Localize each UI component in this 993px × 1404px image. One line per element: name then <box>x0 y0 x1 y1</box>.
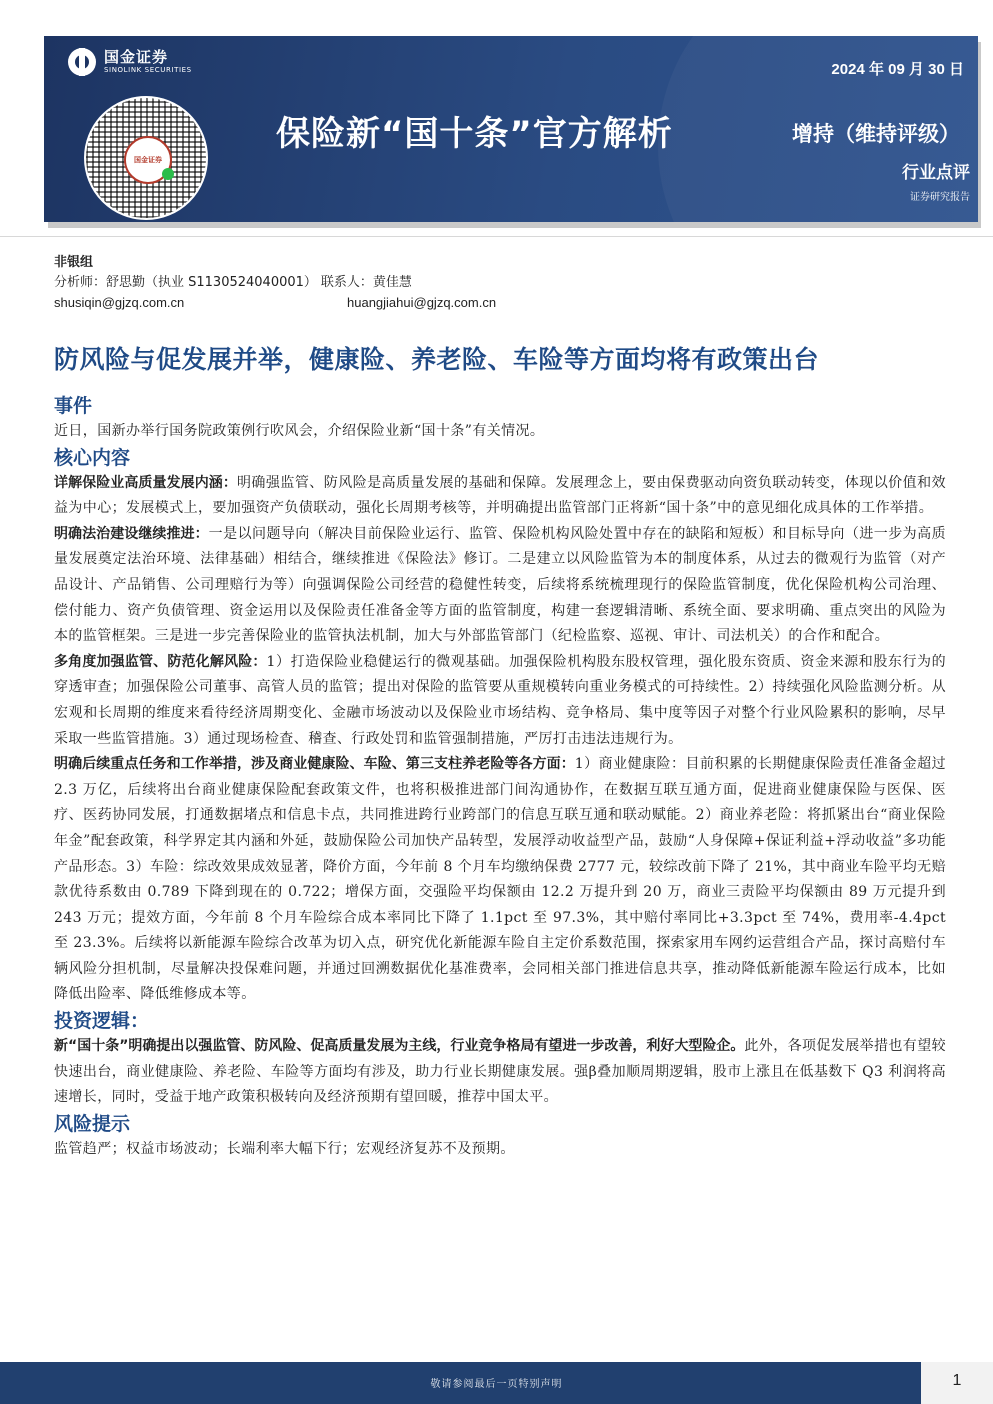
report-title: 保险新“国十条”官方解析 <box>276 114 673 154</box>
contact-name: 联系人：黄佳慧 <box>320 275 412 290</box>
logo-english-name: SINOLINK SECURITIES <box>104 66 192 74</box>
company-logo <box>68 48 192 76</box>
qr-center-label: 国金证券 <box>124 136 172 184</box>
section-title-core: 核心内容 <box>54 446 131 469</box>
disclaimer-note: 敬请参阅最后一页特别声明 <box>430 1379 563 1390</box>
logo-chinese-name: 国金证券 <box>104 48 169 66</box>
page-number-box <box>921 1362 993 1404</box>
qr-code-icon <box>84 96 208 220</box>
paragraph-lead: 明确法治建设继续推进： <box>54 525 209 542</box>
paragraph-text: 此外，各项促发展举措也有望较快速出台，商业健康险、养老险、车险等方面均有涉及，助力行业长期健康发展。强β叠加顺周期逻辑，股市上涨且在低基数下 Q3 利润将高速增长，同时，受益于地产政策积极转向及经济预期有望回暖，推荐中国太平。 <box>54 1038 947 1106</box>
paragraph-lead: 明确后续重点任务和工作举措，涉及商业健康险、车险、第三支柱养老险等各方面： <box>54 756 575 773</box>
core-paragraph-2 <box>54 522 946 650</box>
author-info <box>54 253 497 310</box>
investment-paragraph <box>54 1034 946 1111</box>
section-title-risk: 风险提示 <box>54 1112 131 1135</box>
contact-email[interactable]: huangjiahui@gjzq.com.cn <box>347 295 497 310</box>
report-headline: 防风险与促发展并举，健康险、养老险、车险等方面均将有政策出台 <box>54 345 820 374</box>
rating-label: 增持（维持评级） <box>792 122 960 146</box>
paragraph-text: 1）商业健康险：目前积累的长期健康保险责任准备金超过 2.3 万亿，后续将出台商业健康保险配套政策文件，也将积极推进部门间沟通协作，在数据互联互通方面，促进商业健康保险与医保、医疗、医药协同发展，打通数据堵点和信息卡点，共同推进跨行业跨部门的信息互联互通和联动赋能。2）商业养老险：将抓紧出台“商业保险年金”配套政策，科学界定其内涵和外延，鼓励保险公司加快产品转型，发展浮动收益型产品，鼓励“人身保障+保证利益+浮动收益”多功能产品形态。3）车险：综改效果成效显著，降价方面，今年前 8 个月车均缴纳保费 2777 元，较综改前下降了 21%，其中商业车险平均无赔款优待系数由 0.789 下降到现在的 0.722；增保方面，交强险平均保额由 12.2 万提升到 20 万，商业三责险平均保额由 89 万元提升到 243 万元；提效方面，今年前 8 个月车险综合成本率同比下降了 1.1pct 至 97.3%，其中赔付率同比+3.3pct 至 74%，费用率-4.4pct 至 23.3%。后续将以新能源车险综合改革为切入点，研究优化新能源车险自主定价系数范围，探索家用车网约运营组合产品，探讨高赔付车辆风险分担机制，尽量解决投保难问题，并通过回溯数据优化基准费率，会同相关部门推进信息共享，推动降低新能源车险运行成本，比如降低出险率、降低维修成本等。 <box>54 756 946 1003</box>
report-body <box>54 393 946 1162</box>
section-title-event: 事件 <box>54 395 93 417</box>
paragraph-text: 一是以问题导向（解决目前保险业运行、监管、保险机构风险处置中存在的缺陷和短板）和目标导向（进一步为高质量发展奠定法治环境、法律基础）相结合，继续推进《保险法》修订。二是建立以风险监管为本的制度体系，从过去的微观行为监管（对产品设计、产品销售、公司理赔行为等）向强调保险公司经营的稳健性转变，后续将系统梳理现行的保险监管制度，优化保险机构公司治理、偿付能力、资产负债管理、资金运用以及保险责任准备金等方面的监管制度，构建一套逻辑清晰、系统全面、要求明确、重点突出的风险为本的监管框架。三是进一步完善保险业的监管执法机制，加大与外部监管部门（纪检监察、巡视、审计、司法机关）的合作和配合。 <box>54 525 946 645</box>
sinolink-logo-icon <box>68 48 96 76</box>
page-number: 1 <box>952 1372 962 1389</box>
core-paragraph-4 <box>54 752 946 1008</box>
analyst-email[interactable]: shusiqin@gjzq.com.cn <box>54 295 185 310</box>
industry-group: 非银组 <box>54 255 94 270</box>
event-paragraph: 近日，国新办举行国务院政策例行吹风会，介绍保险业新“国十条”有关情况。 <box>54 423 545 439</box>
report-subtype: 证券研究报告 <box>910 192 970 203</box>
section-title-investment: 投资逻辑： <box>54 1010 150 1033</box>
paragraph-lead: 新“国十条”明确提出以强监管、防风险、促高质量发展为主线，行业竞争格局有望进一步改善，利好大型险企。 <box>54 1038 745 1055</box>
core-paragraph-3 <box>54 650 946 752</box>
header-divider <box>0 236 993 237</box>
report-type: 行业点评 <box>902 163 970 183</box>
report-date: 2024 年 09 月 30 日 <box>831 61 964 78</box>
mini-program-badge-icon <box>162 168 174 180</box>
paragraph-lead: 多角度加强监管、防范化解风险： <box>54 653 267 670</box>
analyst-name: 分析师：舒思勤（执业 S1130524040001） <box>54 275 317 290</box>
report-header-banner <box>44 36 978 222</box>
risk-paragraph: 监管趋严；权益市场波动；长端利率大幅下行；宏观经济复苏不及预期。 <box>54 1140 515 1157</box>
paragraph-lead: 详解保险业高质量发展内涵： <box>54 474 237 491</box>
paragraph-text: 明确强监管、防风险是高质量发展的基础和保障。发展理念上，要由保费驱动向资负联动转变，体现以价值和效益为中心；发展模式上，要加强资产负债联动，强化长周期考核等，并明确提出监管部门正将新“国十条”中的意见细化成具体的工作举措。 <box>54 474 946 517</box>
page-footer <box>0 1362 993 1404</box>
paragraph-text: 1）打造保险业稳健运行的微观基础。加强保险机构股东股权管理，强化股东资质、资金来源和股东行为的穿透审查；加强保险公司董事、高管人员的监管；提出对保险的监管要从重规模转向重业务模式的可持续性。2）持续强化风险监测分析。从宏观和长周期的维度来看待经济周期变化、金融市场波动以及保险业市场结构、竞争格局、集中度等因子对整个行业风险累积的影响，尽早采取一些监管措施。3）通过现场检查、稽查、行政处罚和监管强制措施，严厉打击违法违规行为。 <box>54 653 946 747</box>
core-paragraph-1 <box>54 471 946 522</box>
